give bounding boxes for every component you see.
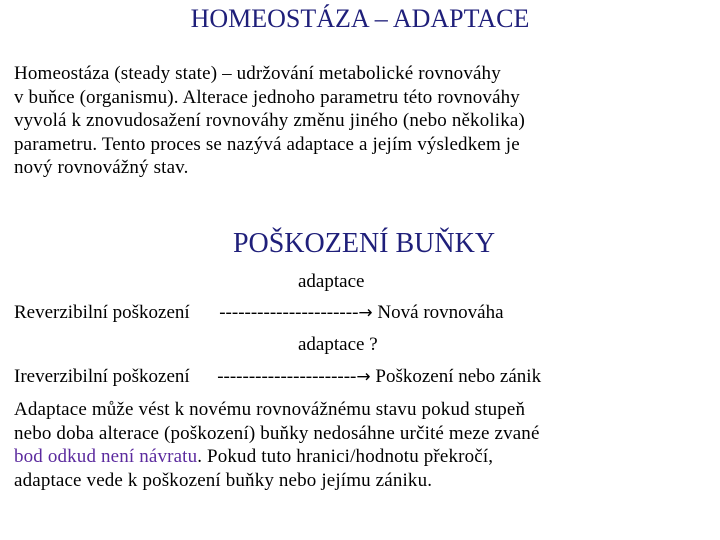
intro-line: vyvolá k znovudosažení rovnováhy změnu jiného (nebo několika) xyxy=(14,110,525,131)
intro-line: v buňce (organismu). Alterace jednoho parametru této rovnováhy xyxy=(14,86,520,108)
row1-right-label: Nová rovnováha xyxy=(377,302,504,323)
outro-line-rest: . Pokud tuto hranici/hodnotu překročí, xyxy=(197,446,494,467)
highlighted-term: bod odkud není návratu xyxy=(14,446,198,467)
outro-line xyxy=(14,445,714,469)
section-heading: POŠKOZENÍ BUŇKY xyxy=(232,228,496,259)
row2-dashes: ---------------------- xyxy=(217,366,357,387)
intro-line: parametru. Tento proces se nazývá adaptace a jejím výsledkem je xyxy=(14,133,520,155)
row1-dashes: ---------------------- xyxy=(219,302,359,323)
intro-paragraph xyxy=(14,62,714,180)
intro-line: Homeostáza (steady state) – udržování metabolické rovnováhy xyxy=(14,63,501,84)
row2-above-label: adaptace ? xyxy=(298,334,378,355)
reversible-row xyxy=(14,302,504,324)
outro-line: adaptace vede k poškození buňky nebo jejímu zániku. xyxy=(14,469,433,491)
row1-above-label: adaptace xyxy=(298,271,365,292)
right-arrow-icon: → xyxy=(356,367,371,387)
irreversible-row xyxy=(14,366,541,388)
row1-left-label: Reverzibilní poškození xyxy=(14,302,190,323)
right-arrow-icon: → xyxy=(358,303,373,323)
row2-right-label: Poškození nebo zánik xyxy=(375,366,542,387)
outro-line: nebo doba alterace (poškození) buňky nedosáhne určité meze zvané xyxy=(14,422,540,444)
outro-paragraph xyxy=(14,398,714,492)
row2-left-label: Ireverzibilní poškození xyxy=(14,366,190,387)
outro-line: Adaptace může vést k novému rovnovážnému stavu pokud stupeň xyxy=(14,399,526,420)
intro-line: nový rovnovážný stav. xyxy=(14,157,189,178)
page-title: HOMEOSTÁZA – ADAPTACE xyxy=(190,4,530,33)
